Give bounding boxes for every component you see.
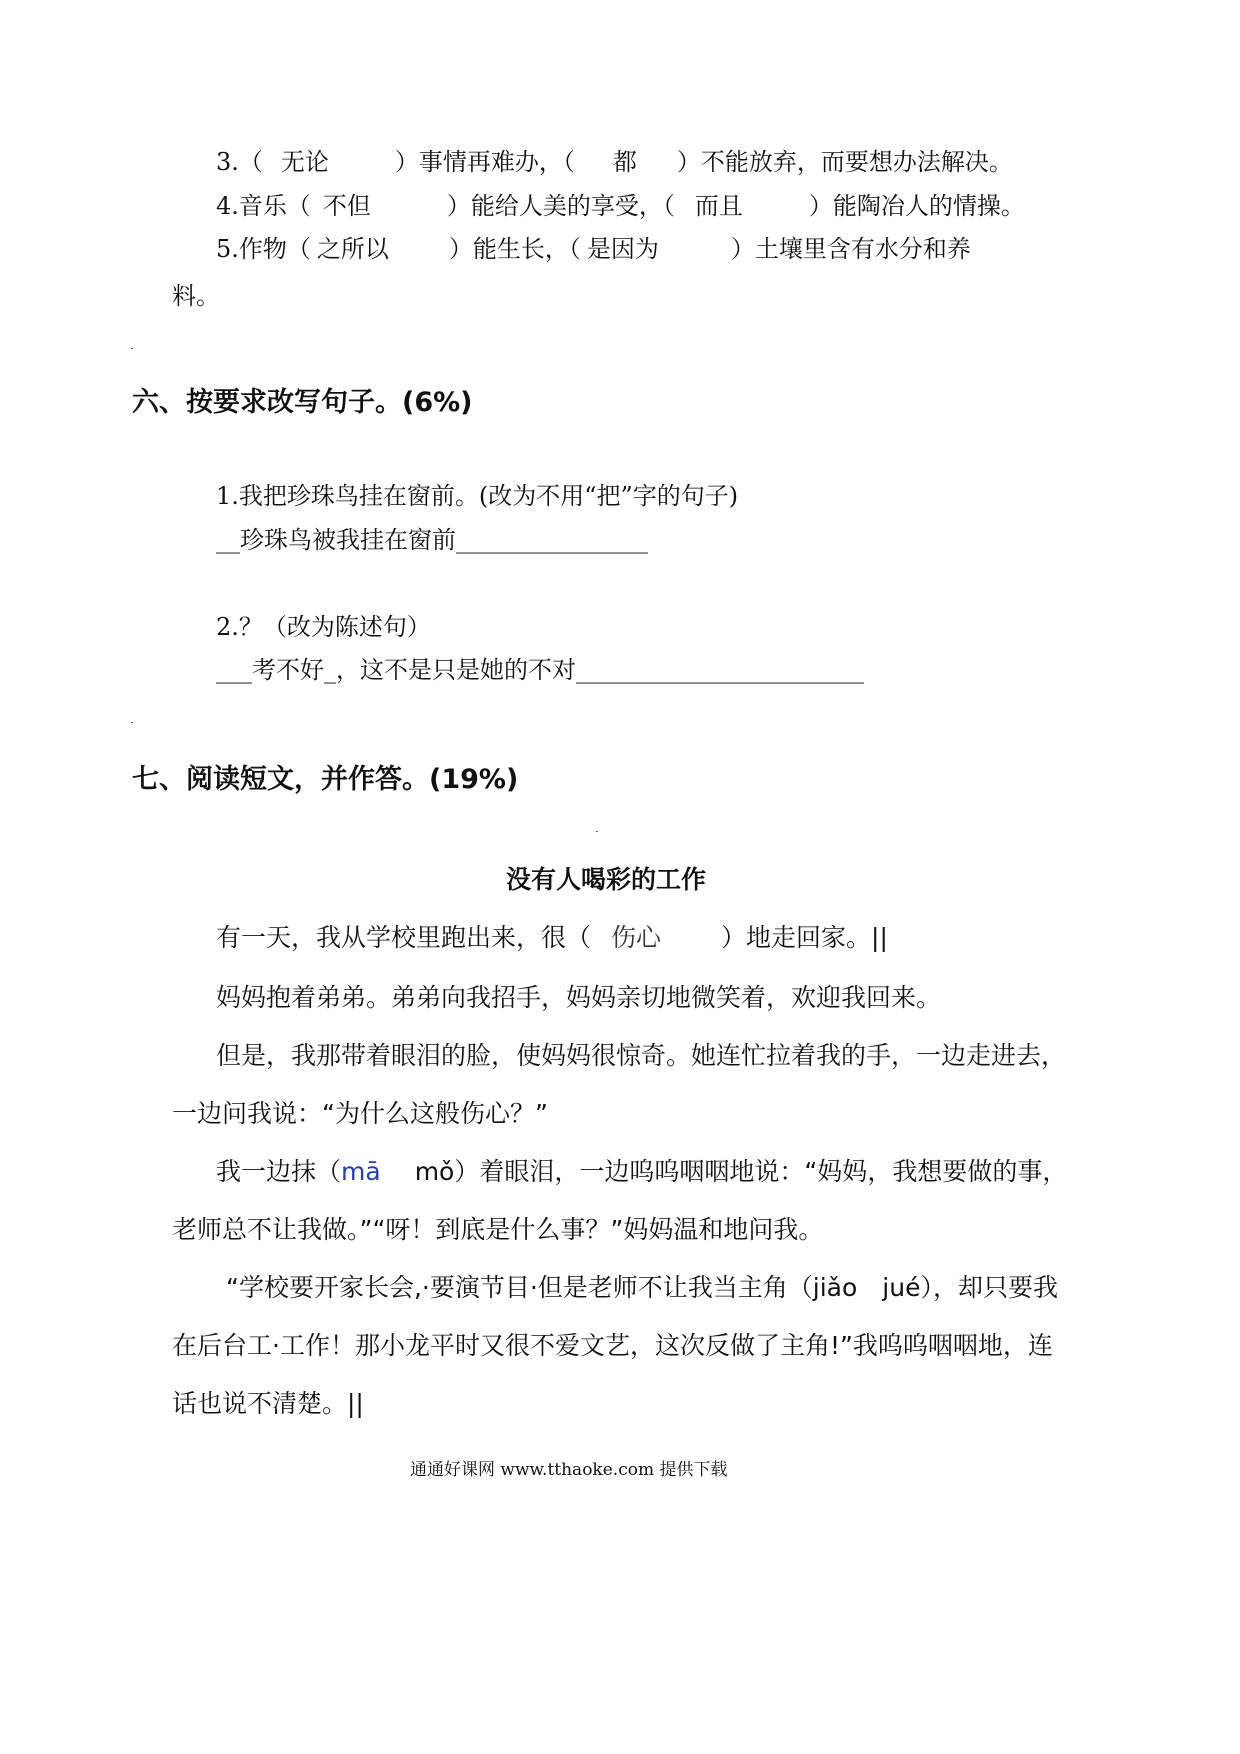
q5-continuation: 料。	[172, 282, 220, 310]
stray-mark	[596, 831, 598, 832]
passage-paragraph-4-line-2: 老师总不让我做。”“呀！到底是什么事？”妈妈温和地问我。	[172, 1215, 824, 1244]
q4-middle: ）能给人美的享受，（	[446, 192, 675, 220]
passage-paragraph-5-line-2: 在后台工·工作！那小龙平时又很不爱文艺，这次反做了主角!”我呜呜咽咽地，连	[172, 1331, 1053, 1360]
page-footer: 通通好课网 www.tthaoke.com 提供下载	[410, 1460, 728, 1480]
stray-mark	[131, 348, 133, 349]
pinyin-option-2: mǒ	[414, 1157, 455, 1186]
q4-line	[216, 186, 1025, 221]
stray-mark	[131, 722, 133, 723]
q5-suffix: ）土壤里含有水分和养	[730, 235, 971, 263]
q3-answer-2: 都	[612, 148, 637, 176]
p1-answer: 伤心	[611, 923, 662, 952]
q3-line	[216, 142, 1013, 177]
q3-middle: ）事情再难办，（	[394, 148, 575, 176]
q5-line	[216, 229, 971, 264]
q3-prefix: 3.（	[216, 148, 263, 176]
q3-suffix: ）不能放弃，而要想办法解决。	[676, 148, 1013, 176]
section7-heading: 七、阅读短文，并作答。(19%)	[132, 764, 519, 795]
q5-answer-2: 是因为	[586, 235, 659, 263]
q5-answer-1: 之所以	[316, 235, 389, 263]
passage-paragraph-1	[216, 918, 888, 954]
q3-answer-1: 无论	[280, 148, 329, 176]
p1-prefix: 有一天，我从学校里跑出来，很（	[216, 923, 592, 952]
p4-prefix: 我一边抹（	[216, 1157, 342, 1186]
section6-q2-answer: ___考不好_，这不是只是她的不对________________________	[216, 656, 864, 684]
passage-paragraph-5-line-1: “学校要开家长会,·要演节目·但是老师不让我当主角（jiǎo jué），却只要我	[226, 1273, 1058, 1302]
q4-answer-2: 而且	[694, 192, 743, 220]
section6-q1-answer: __珍珠鸟被我挂在窗前________________	[216, 526, 648, 554]
section6-q1-prompt: 1.我把珍珠鸟挂在窗前。(改为不用“把”字的句子)	[216, 482, 739, 510]
q4-answer-1: 不但	[322, 192, 371, 220]
passage-paragraph-3-line-2: 一边问我说：“为什么这般伤心？”	[172, 1099, 548, 1128]
q5-prefix: 5.作物（	[216, 235, 311, 263]
passage-paragraph-5-line-3: 话也说不清楚。||	[172, 1389, 364, 1418]
section6-q2-prompt: 2.？（改为陈述句）	[216, 613, 431, 641]
passage-title: 没有人喝彩的工作	[506, 865, 707, 894]
section6-heading: 六、按要求改写句子。(6%)	[132, 387, 473, 418]
p4-suffix: ）着眼泪，一边呜呜咽咽地说：“妈妈，我想要做的事，	[454, 1157, 1068, 1186]
pinyin-option-1: mā	[341, 1157, 381, 1186]
passage-paragraph-4-line-1	[216, 1152, 1067, 1188]
passage-paragraph-2: 妈妈抱着弟弟。弟弟向我招手，妈妈亲切地微笑着，欢迎我回来。	[216, 983, 942, 1012]
passage-paragraph-3-line-1: 但是，我那带着眼泪的脸，使妈妈很惊奇。她连忙拉着我的手，一边走进去，	[216, 1041, 1067, 1070]
q5-middle: ）能生长，（	[448, 235, 581, 263]
p1-suffix: ）地走回家。||	[721, 923, 888, 952]
q4-suffix: ）能陶冶人的情操。	[808, 192, 1025, 220]
q4-prefix: 4.音乐（	[216, 192, 311, 220]
